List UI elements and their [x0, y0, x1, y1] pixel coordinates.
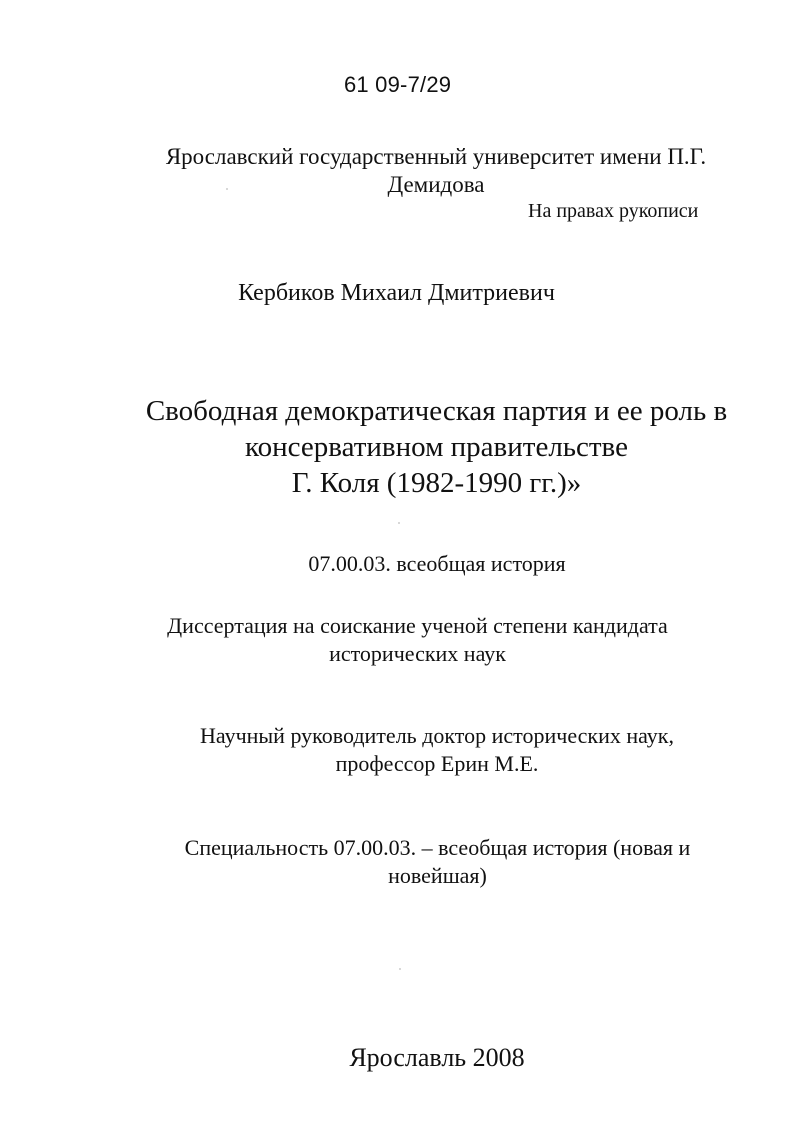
- dissertation-degree-line-1: Диссертация на соискание ученой степени кандидата: [167, 613, 668, 638]
- scientific-advisor-line-2: профессор Ерин М.Е.: [335, 751, 539, 776]
- scientific-advisor-line-1: Научный руководитель доктор исторических наук,: [200, 723, 674, 748]
- manuscript-rights: На правах рукописи: [528, 200, 699, 222]
- document-code: 61 09-7/29: [344, 72, 452, 97]
- university-name-line-1: Ярославский государственный университет имени П.Г.: [165, 144, 707, 169]
- dissertation-title-line-1: Свободная демократическая партия и ее роль в: [145, 395, 728, 427]
- scan-speck: [399, 968, 401, 970]
- scan-speck: [226, 188, 228, 190]
- dissertation-title-line-3: Г. Коля (1982-1990 гг.)»: [291, 467, 582, 499]
- dissertation-title-line-2: консервативном правительстве: [245, 431, 628, 463]
- city-and-year: Ярославль 2008: [349, 1043, 525, 1072]
- author-name: Кербиков Михаил Дмитриевич: [238, 280, 555, 306]
- university-name-line-2: Демидова: [387, 172, 485, 197]
- dissertation-degree-line-2: исторических наук: [329, 641, 506, 666]
- speciality-line-1: Специальность 07.00.03. – всеобщая история (новая и: [184, 835, 691, 860]
- speciality-line-2: новейшая): [388, 863, 487, 888]
- scan-speck: [398, 522, 400, 524]
- specialty-code: 07.00.03. всеобщая история: [308, 551, 566, 576]
